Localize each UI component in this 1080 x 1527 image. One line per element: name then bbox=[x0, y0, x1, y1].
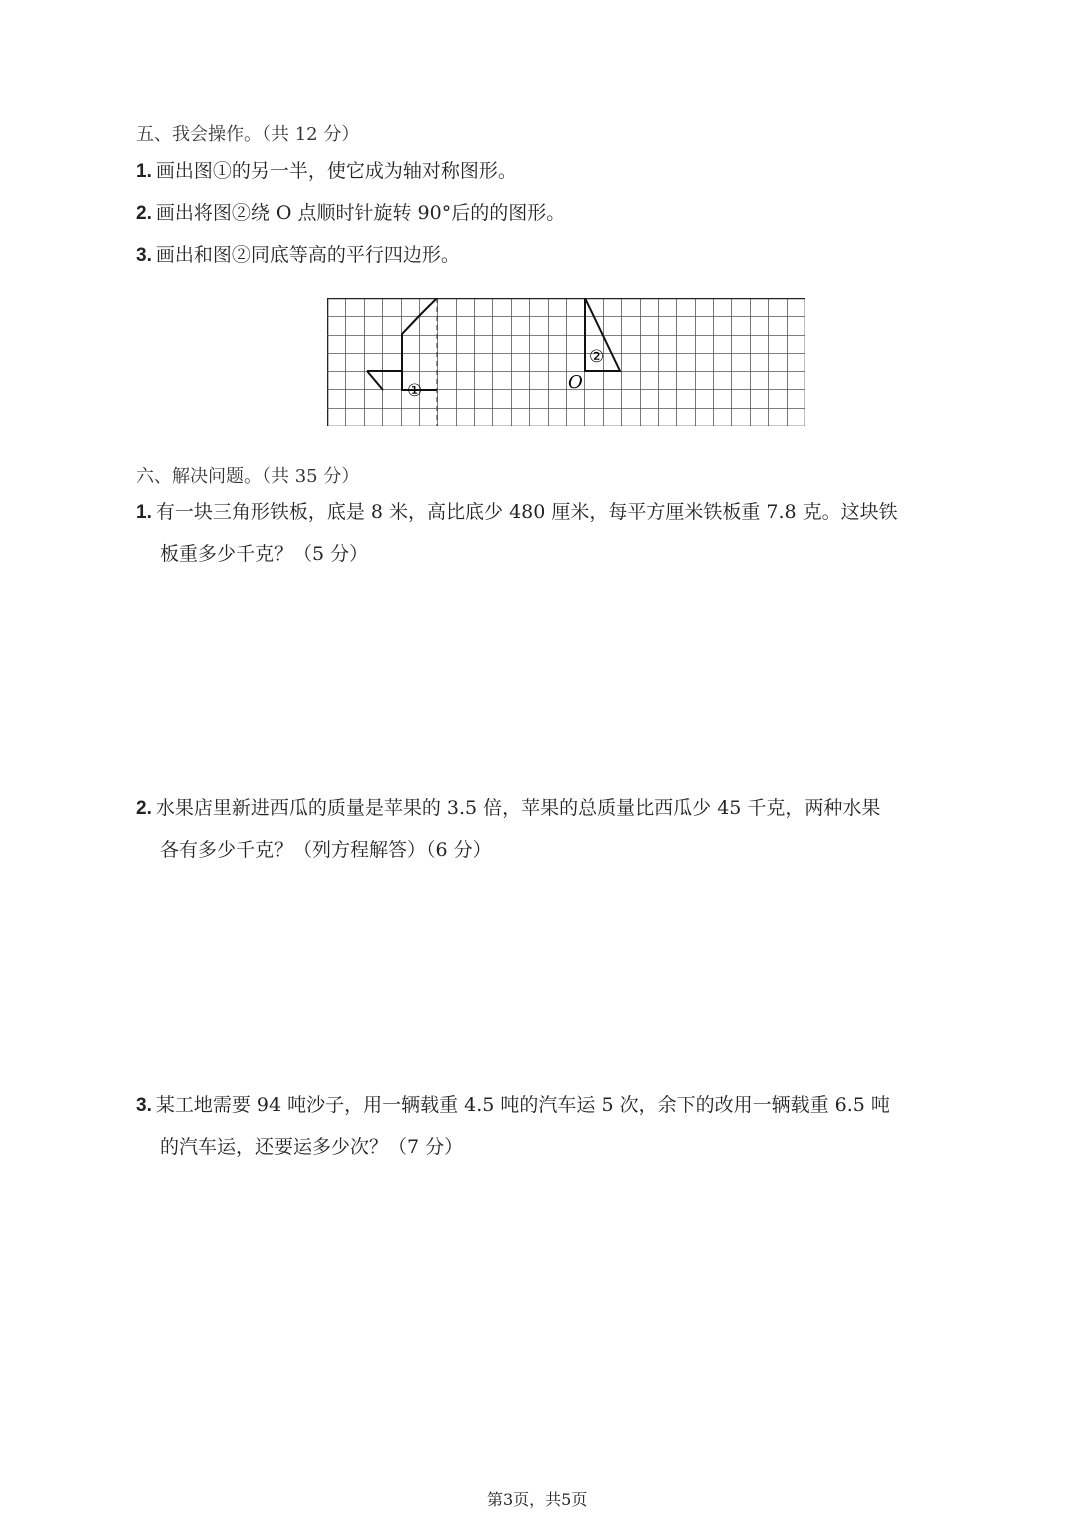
page-number: 第3页，共5页 bbox=[487, 1490, 588, 1509]
question-number: 3. bbox=[136, 1095, 152, 1116]
question-number: 1. bbox=[136, 161, 152, 182]
question-5-1 bbox=[136, 162, 517, 181]
question-6-2-line1 bbox=[136, 799, 880, 818]
question-number: 2. bbox=[136, 203, 152, 224]
section-5-title: 五、我会操作。（共 12 分） bbox=[136, 124, 360, 145]
question-text: 某工地需要 94 吨沙子，用一辆载重 4.5 吨的汽车运 5 次，余下的改用一辆载重 6.5 吨 bbox=[155, 1094, 890, 1116]
question-text: 画出将图②绕 O 点顺时针旋转 90°后的的图形。 bbox=[155, 202, 566, 224]
point-o-label: O bbox=[568, 372, 583, 393]
question-6-1-line1 bbox=[136, 503, 898, 522]
question-text: 画出图①的另一半，使它成为轴对称图形。 bbox=[155, 160, 517, 182]
question-5-3 bbox=[136, 246, 460, 265]
shape-1-bottom bbox=[367, 371, 383, 390]
question-text: 有一块三角形铁板，底是 8 米，高比底少 480 厘米，每平方厘米铁板重 7.8 克。这块铁 bbox=[155, 501, 898, 523]
question-5-2 bbox=[136, 204, 565, 223]
question-6-1-line2: 板重多少千克？（5 分） bbox=[160, 543, 369, 565]
question-6-3-line2: 的汽车运，还要运多少次？（7 分） bbox=[160, 1136, 464, 1158]
shape-2-label: ② bbox=[589, 347, 605, 367]
question-number: 3. bbox=[136, 245, 152, 266]
question-6-3-line1 bbox=[136, 1096, 890, 1115]
question-6-2-line2: 各有多少千克？（列方程解答）（6 分） bbox=[160, 839, 492, 861]
question-text: 水果店里新进西瓜的质量是苹果的 3.5 倍，苹果的总质量比西瓜少 45 千克，两种水果 bbox=[155, 797, 881, 819]
section-6-title: 六、解决问题。（共 35 分） bbox=[136, 466, 360, 487]
question-number: 2. bbox=[136, 798, 152, 819]
grid-lines bbox=[327, 298, 805, 426]
question-number: 1. bbox=[136, 502, 152, 523]
shape-1-label: ① bbox=[407, 381, 423, 401]
question-text: 画出和图②同底等高的平行四边形。 bbox=[155, 244, 460, 266]
grid-figure bbox=[327, 298, 805, 426]
